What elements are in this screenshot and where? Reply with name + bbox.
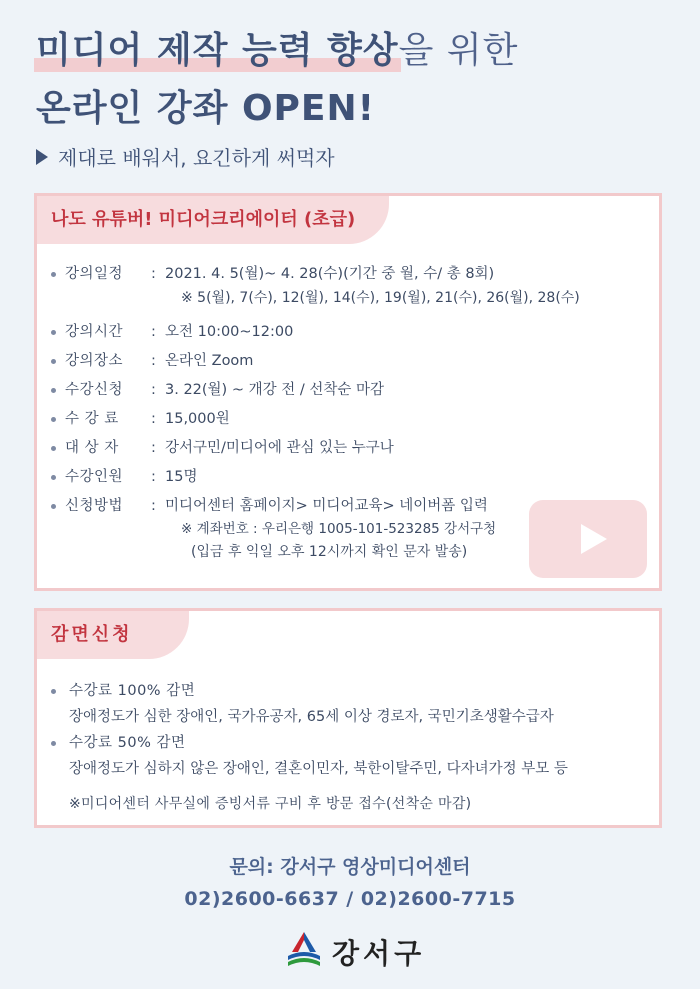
gangseo-logo — [286, 928, 436, 974]
account-note: ※ 계좌번호 : 우리은행 1005-101-523285 강서구청 — [181, 521, 497, 537]
logo-text: 강서구 — [332, 937, 426, 970]
bullet-icon — [51, 417, 56, 422]
play-triangle-icon — [581, 524, 607, 554]
bullet-icon — [51, 388, 56, 393]
discount-note: ※미디어센터 사무실에 증빙서류 구비 후 방문 접수(선착순 마감) — [69, 796, 472, 812]
bullet-icon — [51, 446, 56, 451]
item-value: 온라인 Zoom — [165, 353, 254, 369]
subtitle — [36, 142, 335, 171]
contact-phone: 02)2600-6637 / 02)2600-7715 — [184, 888, 516, 910]
item-label: 대 상 자 — [65, 440, 119, 456]
bullet-icon — [51, 504, 56, 509]
title-line-1 — [36, 26, 518, 76]
item-label: 강의시간 — [65, 324, 124, 340]
poster-title — [36, 26, 518, 134]
bullet-icon — [51, 330, 56, 335]
deposit-note: (입금 후 익일 오후 12시까지 확인 문자 발송) — [191, 544, 468, 560]
item-colon: : — [151, 324, 156, 340]
bullet-icon — [51, 689, 56, 694]
item-value: 2021. 4. 5(월)~ 4. 28(수)(기간 중 월, 수/ 총 8회) — [165, 266, 495, 282]
item-label: 강의일정 — [65, 266, 124, 282]
item-label: 신청방법 — [65, 498, 124, 514]
contact-title: 문의: 강서구 영상미디어센터 — [229, 856, 471, 878]
title-rest: 을 위한 — [398, 30, 519, 71]
discount-title-tab: 감면신청 — [37, 611, 189, 659]
item-colon: : — [151, 266, 156, 282]
item-label: 수강신청 — [65, 382, 124, 398]
item-label: 수 강 료 — [65, 411, 119, 427]
item-colon: : — [151, 469, 156, 485]
item-colon: : — [151, 498, 156, 514]
bullet-icon — [51, 475, 56, 480]
title-line-2: 온라인 강좌 OPEN! — [36, 88, 376, 129]
item-label: 강의장소 — [65, 353, 124, 369]
item-value: 강서구민/미디어에 관심 있는 누구나 — [165, 440, 394, 456]
discount-card — [34, 608, 662, 828]
triangle-arrow-icon — [36, 149, 48, 165]
item-value: 미디어센터 홈페이지> 미디어교육> 네이버폼 입력 — [165, 498, 488, 514]
item-colon: : — [151, 411, 156, 427]
item-value: 3. 22(월) ~ 개강 전 / 선착순 마감 — [165, 382, 384, 398]
play-button-icon — [529, 500, 647, 578]
item-value: 오전 10:00~12:00 — [165, 324, 294, 340]
discount-desc: 장애정도가 심하지 않은 장애인, 결혼이민자, 북한이탈주민, 다자녀가정 부모 등 — [69, 761, 568, 777]
title-highlight: 미디어 제작 능력 향상 — [36, 26, 399, 76]
discount-title: 수강료 50% 감면 — [69, 735, 186, 751]
schedule-note: ※ 5(월), 7(수), 12(월), 14(수), 19(월), 21(수), 26(월), 28(수) — [181, 290, 580, 306]
item-label: 수강인원 — [65, 469, 124, 485]
bullet-icon — [51, 359, 56, 364]
item-colon: : — [151, 440, 156, 456]
discount-title: 수강료 100% 감면 — [69, 683, 196, 699]
course-info-card — [34, 193, 662, 591]
gangseo-gu-emblem-icon — [286, 930, 322, 970]
discount-desc: 장애정도가 심한 장애인, 국가유공자, 65세 이상 경로자, 국민기초생활수급자 — [69, 709, 554, 725]
subtitle-text: 제대로 배워서, 요긴하게 써먹자 — [58, 146, 335, 170]
bullet-icon — [51, 272, 56, 277]
item-value: 15명 — [165, 469, 198, 485]
bullet-icon — [51, 741, 56, 746]
course-title-tab: 나도 유튜버! 미디어크리에이터 (초급) — [37, 196, 389, 244]
item-colon: : — [151, 382, 156, 398]
item-colon: : — [151, 353, 156, 369]
item-value: 15,000원 — [165, 411, 230, 427]
